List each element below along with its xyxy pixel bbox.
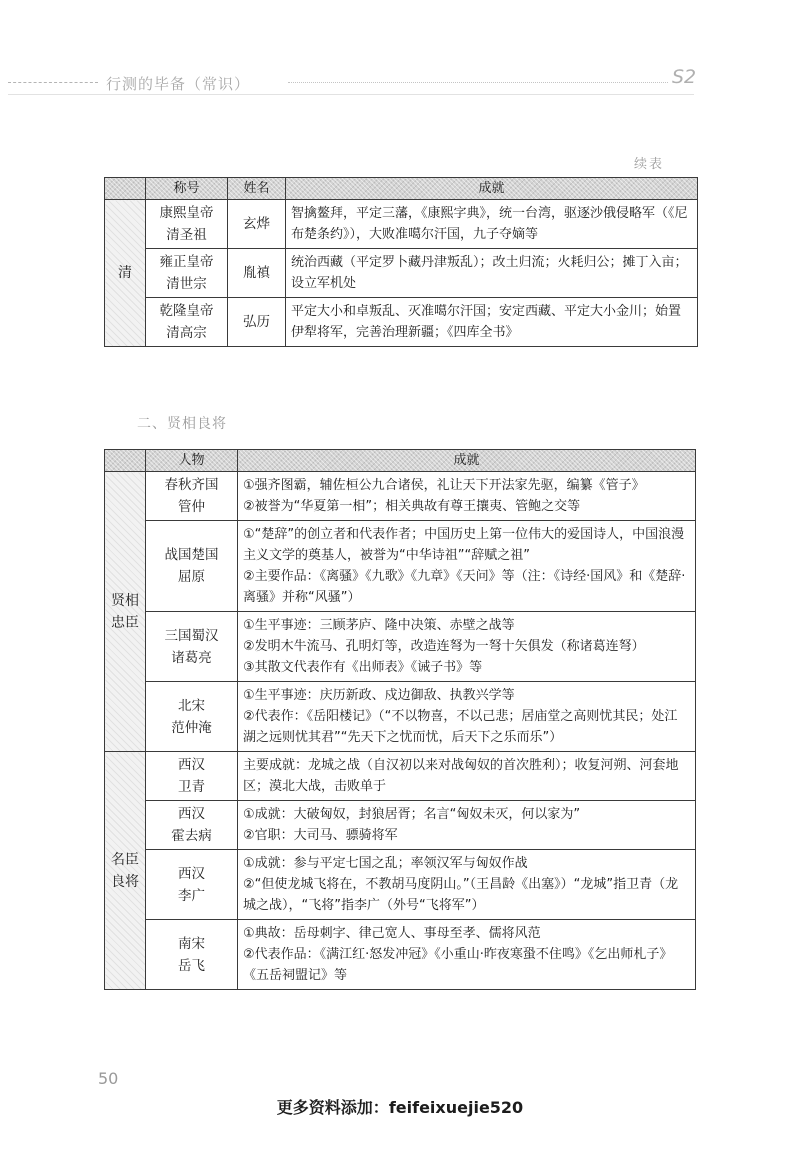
achievement-cell: 智擒鳌拜，平定三藩，《康熙字典》，统一台湾，驱逐沙俄侵略军（《尼布楚条约》），大败准噶尔汗国，九子夺嫡等 (286, 200, 698, 249)
person-line: 战国楚国 (164, 547, 219, 563)
achievement-cell (238, 682, 696, 752)
title-line: 清圣祖 (166, 227, 207, 243)
title-line: 乾隆皇帝 (159, 303, 214, 319)
group-label-line: 良将 (111, 873, 139, 890)
group-label-line: 忠臣 (111, 614, 139, 631)
person-line: 西汉 (178, 806, 205, 822)
person-line: 南宋 (178, 935, 205, 952)
achievement-cell (238, 801, 696, 850)
table-row (105, 521, 696, 612)
achievement-cell (238, 752, 696, 801)
person-line: 春秋齐国 (164, 477, 219, 493)
table-row (105, 920, 696, 990)
header-person: 人物 (146, 450, 238, 472)
person-cell (146, 920, 238, 990)
achievement-line: ②发明木牛流马、孔明灯等，改造连弩为一弩十矢俱发（称诸葛连弩） (243, 639, 645, 654)
header-blank (105, 178, 146, 200)
table-header-row (105, 178, 698, 200)
achievement-line: ①典故：岳母刺字、律己宽人、事母至孝、儒将风范 (243, 926, 541, 941)
person-line: 卫青 (178, 779, 205, 795)
title-line: 雍正皇帝 (159, 254, 214, 270)
header-achievement: 成就 (286, 178, 698, 200)
person-line: 屈原 (178, 569, 205, 585)
table-row (105, 249, 698, 298)
footer-label: 更多资料添加： (276, 1098, 389, 1117)
page-number: 50 (98, 1069, 119, 1088)
name-cell: 玄烨 (228, 200, 286, 249)
header-title: 称号 (146, 178, 228, 200)
person-line: 诸葛亮 (171, 649, 212, 666)
person-line: 岳飞 (178, 957, 205, 974)
person-line: 范仲淹 (171, 719, 212, 736)
group-label (105, 472, 146, 752)
title-line: 康熙皇帝 (159, 205, 214, 221)
achievement-line: ①生平事迹：三顾茅庐、隆中决策、赤壁之战等 (243, 618, 515, 633)
group-label-line: 名臣 (111, 851, 139, 868)
header-rule-right (288, 82, 668, 83)
title-cell (146, 249, 228, 298)
header-mark: S2 (672, 66, 697, 88)
ministers-generals-table (104, 449, 696, 990)
header-achievement: 成就 (238, 450, 696, 472)
table-row (105, 752, 696, 801)
person-line: 三国蜀汉 (164, 627, 219, 644)
achievement-cell (238, 920, 696, 990)
title-cell (146, 200, 228, 249)
achievement-line: ①成就：参与平定七国之乱；率领汉军与匈奴作战 (243, 856, 528, 871)
achievement-line: ①强齐图霸，辅佐桓公九合诸侯，礼让天下开法家先驱，编纂《管子》 (243, 478, 645, 493)
person-line: 北宋 (178, 697, 205, 714)
header-rule-left (8, 82, 98, 83)
name-cell: 胤禛 (228, 249, 286, 298)
name-cell: 弘历 (228, 298, 286, 347)
header-blank (105, 450, 146, 472)
footer-value: feifeixuejie520 (388, 1098, 524, 1117)
person-cell (146, 752, 238, 801)
table-row (105, 850, 696, 920)
title-cell (146, 298, 228, 347)
table-row (105, 298, 698, 347)
person-line: 管仲 (178, 499, 205, 515)
group-label (105, 752, 146, 990)
achievement-line: 主要成就：龙城之战（自汉初以来对战匈奴的首次胜利）；收复河朔、河套地区；漠北大战，击败单于 (243, 758, 679, 794)
achievement-line: ①“楚辞”的创立者和代表作者；中国历史上第一位伟大的爱国诗人，中国浪漫主义文学的奠基人，被誉为“中华诗祖”“辞赋之祖” (243, 527, 685, 563)
achievement-cell (238, 850, 696, 920)
footer-contact (0, 1095, 800, 1118)
header-text: 行测的毕备（常识） (106, 75, 251, 93)
achievement-line: ③其散文代表作有《出师表》《诫子书》等 (243, 660, 483, 675)
title-line: 清高宗 (166, 325, 207, 341)
achievement-cell (238, 521, 696, 612)
achievement-cell (238, 472, 696, 521)
achievement-cell: 统治西藏（平定罗卜藏丹津叛乱）；改土归流；火耗归公；摊丁入亩；设立军机处 (286, 249, 698, 298)
achievement-line: ②代表作品：《满江红·怒发冲冠》《小重山·昨夜寒蛩不住鸣》《乞出师札子》《五岳祠盟记》等 (243, 947, 673, 983)
continued-label: 续表 (634, 157, 665, 172)
header-name: 姓名 (228, 178, 286, 200)
table-row (105, 612, 696, 682)
running-header (0, 66, 800, 100)
achievement-line: ②代表作：《岳阳楼记》（“不以物喜，不以己悲；居庙堂之高则忧其民；处江湖之远则忧其君”“先天下之忧而忧，后天下之乐而乐”） (243, 709, 678, 745)
person-cell (146, 472, 238, 521)
person-line: 李广 (178, 887, 205, 904)
person-cell (146, 521, 238, 612)
table-row (105, 200, 698, 249)
person-line: 霍去病 (171, 828, 212, 844)
section-title: 二、贤相良将 (137, 416, 227, 432)
achievement-line: ②“但使龙城飞将在，不教胡马度阴山。”（王昌龄《出塞》）“龙城”指卫青（龙城之战），“飞将”指李广（外号“飞将军”） (243, 877, 679, 913)
emperors-table (104, 177, 698, 347)
table-row (105, 472, 696, 521)
table-row (105, 682, 696, 752)
person-cell (146, 682, 238, 752)
person-cell (146, 801, 238, 850)
achievement-line: ①生平事迹：庆历新政、戍边御敌、执教兴学等 (243, 688, 515, 703)
group-label-line: 贤相 (111, 592, 139, 609)
person-line: 西汉 (178, 865, 205, 882)
achievement-line: ①成就：大破匈奴，封狼居胥；名言“匈奴未灭，何以家为” (243, 807, 581, 822)
person-line: 西汉 (178, 757, 205, 773)
table-header-row (105, 450, 696, 472)
achievement-line: ②官职：大司马、骠骑将军 (243, 828, 398, 843)
title-line: 清世宗 (166, 276, 207, 292)
person-cell (146, 612, 238, 682)
achievement-cell (238, 612, 696, 682)
person-cell (146, 850, 238, 920)
achievement-line: ②被誉为“华夏第一相”；相关典故有尊王攘夷、管鲍之交等 (243, 499, 581, 514)
header-line (8, 94, 694, 95)
achievement-line: ②主要作品：《离骚》《九歌》《九章》《天问》等（注：《诗经·国风》和《楚辞·离骚》并称“风骚”） (243, 569, 686, 605)
achievement-cell: 平定大小和卓叛乱、灭准噶尔汗国；安定西藏、平定大小金川；始置伊犁将军，完善治理新疆；《四库全书》 (286, 298, 698, 347)
table-row (105, 801, 696, 850)
dynasty-label: 清 (105, 200, 146, 347)
